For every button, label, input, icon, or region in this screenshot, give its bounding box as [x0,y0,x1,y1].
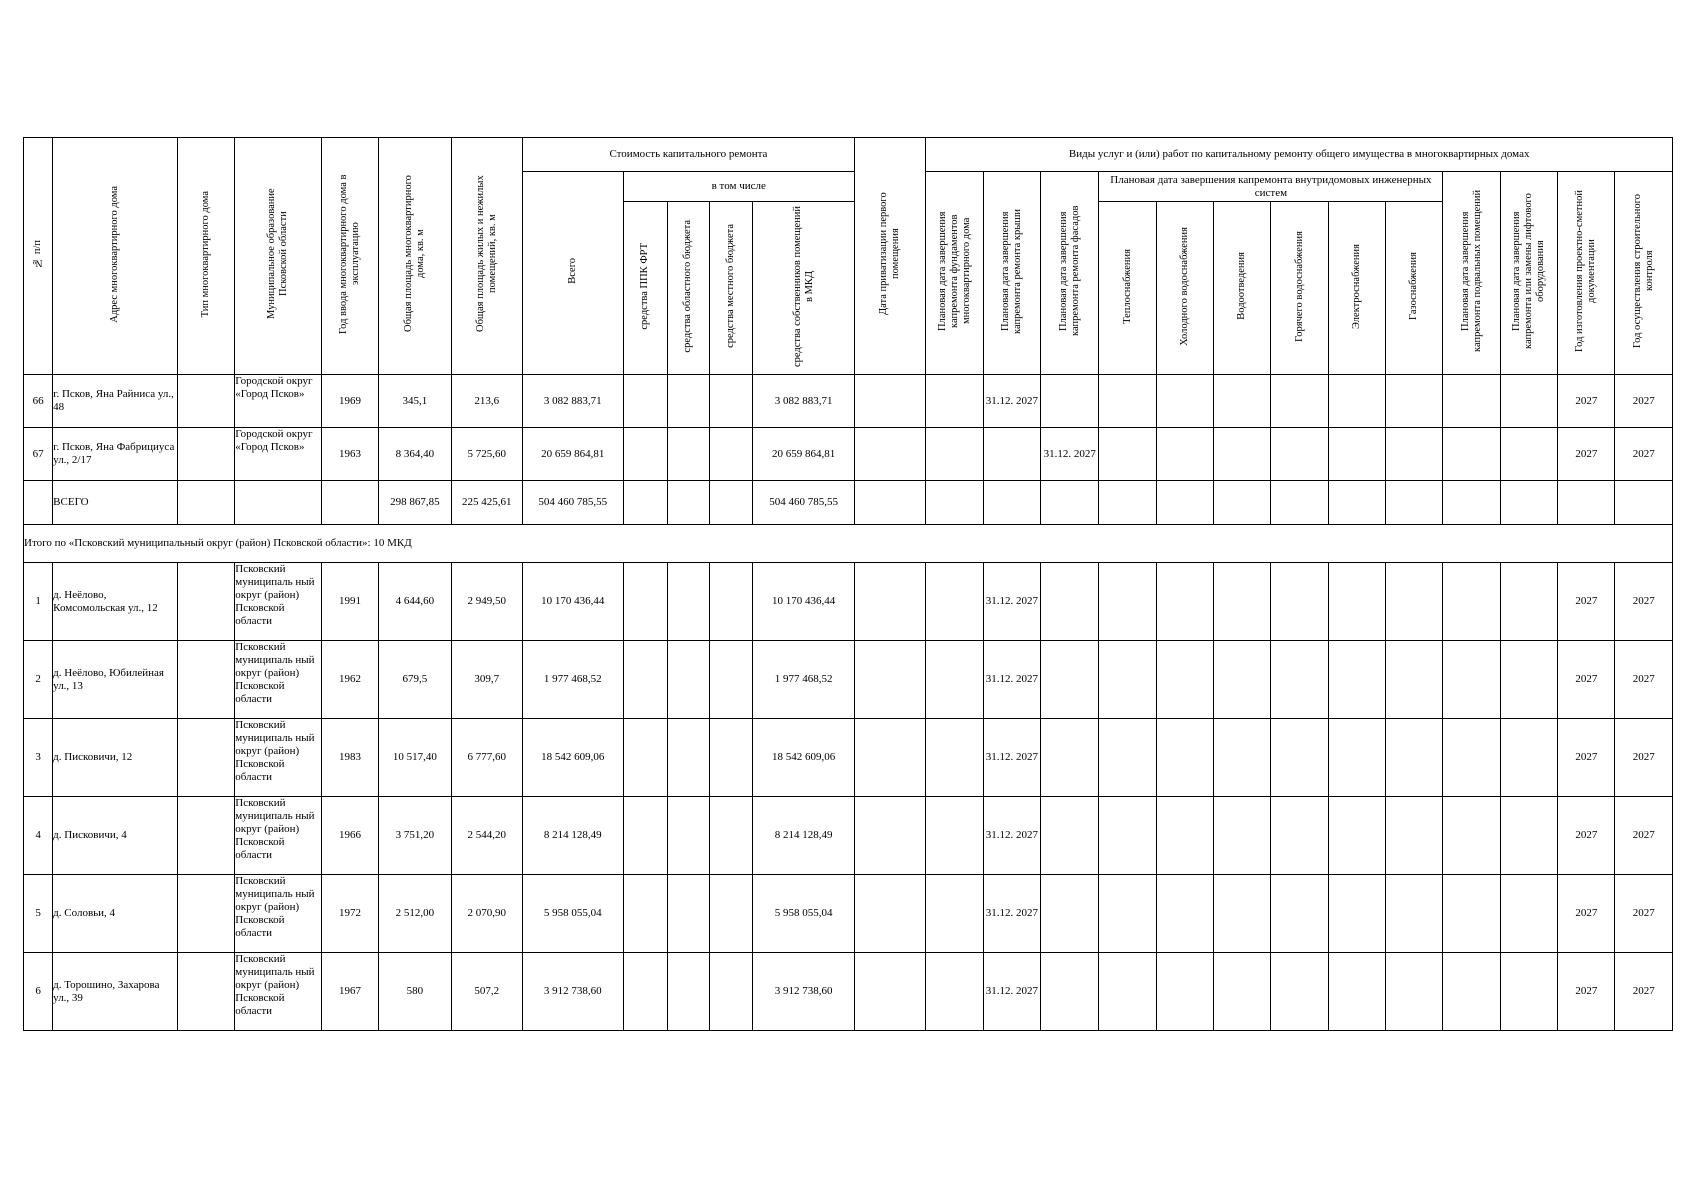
cell-ppk [623,797,667,875]
cell-elec [1328,375,1385,428]
total-cell-mo [235,481,322,525]
cell-control: 2027 [1615,953,1673,1031]
cell-area-premises: 2 070,90 [451,875,522,953]
total-cell-owners: 504 460 785,55 [753,481,855,525]
total-cell-num [24,481,53,525]
cell-privat [854,641,925,719]
header-engineering-group: Плановая дата завершения капремонта внутридомовых инженерных систем [1099,172,1443,202]
cell-sewer [1214,875,1271,953]
total-cell-regional [667,481,709,525]
cell-local [710,641,753,719]
cell-control: 2027 [1615,563,1673,641]
cell-control: 2027 [1615,641,1673,719]
cell-heat [1099,875,1156,953]
header-local: средства местного бюджета [710,202,753,375]
cell-roof: 31.12. 2027 [983,563,1040,641]
cell-roof [983,428,1040,481]
cell-mo: Псковский муниципаль ный округ (район) Псковской области [235,641,322,719]
cell-design: 2027 [1558,953,1615,1031]
cell-ppk [623,641,667,719]
cell-regional [667,428,709,481]
cell-type [177,719,234,797]
cell-owners: 3 082 883,71 [753,375,855,428]
total-cell-area-total: 298 867,85 [379,481,451,525]
cell-num: 5 [24,875,53,953]
cell-num: 67 [24,428,53,481]
header-mo: Муниципальное образование Псковской области [235,138,322,375]
cell-type [177,797,234,875]
header-sewer: Водоотведения [1214,202,1271,375]
cell-local [710,428,753,481]
cell-address: г. Псков, Яна Фабрициуса ул., 2/17 [53,428,178,481]
total-cell-sewer [1214,481,1271,525]
cell-heat [1099,641,1156,719]
total-cell-cost-total: 504 460 785,55 [522,481,623,525]
total-cell-design [1558,481,1615,525]
cell-owners: 1 977 468,52 [753,641,855,719]
table-row [24,563,1673,641]
cell-num: 6 [24,953,53,1031]
cell-cold [1156,719,1213,797]
cell-privat [854,428,925,481]
cell-hot [1271,953,1328,1031]
cell-gas [1386,953,1443,1031]
cell-ppk [623,953,667,1031]
cell-gas [1386,641,1443,719]
cell-mo: Городской округ «Город Псков» [235,428,322,481]
cell-ppk [623,875,667,953]
cell-design: 2027 [1558,797,1615,875]
cell-regional [667,563,709,641]
cell-facade [1041,953,1099,1031]
table-row [24,719,1673,797]
cell-privat [854,953,925,1031]
cell-area-total: 3 751,20 [379,797,451,875]
header-control: Год осуществления строительного контроля [1615,172,1673,375]
cell-roof: 31.12. 2027 [983,875,1040,953]
cell-owners: 3 912 738,60 [753,953,855,1031]
cell-cold [1156,953,1213,1031]
cell-sewer [1214,641,1271,719]
cell-control: 2027 [1615,428,1673,481]
cell-control: 2027 [1615,875,1673,953]
table-row [24,797,1673,875]
total-cell-type [177,481,234,525]
header-works-group: Виды услуг и (или) работ по капитальному ремонту общего имущества в многоквартирных домах [926,138,1673,172]
header-num: № п/п [24,138,53,375]
cell-hot [1271,875,1328,953]
cell-cost-total: 1 977 468,52 [522,641,623,719]
cell-gas [1386,375,1443,428]
cell-elec [1328,875,1385,953]
header-cold-water: Холодного водоснабжения [1156,202,1213,375]
cell-area-total: 10 517,40 [379,719,451,797]
cell-owners: 5 958 055,04 [753,875,855,953]
cell-lift [1500,641,1557,719]
cell-foundation [926,641,983,719]
cell-basement [1443,563,1500,641]
cell-area-total: 345,1 [379,375,451,428]
cell-local [710,563,753,641]
cell-heat [1099,428,1156,481]
header-privatization: Дата приватизации первого помещения [854,138,925,375]
total-cell-facade [1041,481,1099,525]
total-cell-elec [1328,481,1385,525]
cell-design: 2027 [1558,428,1615,481]
cell-type [177,875,234,953]
cell-sewer [1214,953,1271,1031]
cell-address: д. Писковичи, 12 [53,719,178,797]
cell-regional [667,875,709,953]
cell-design: 2027 [1558,375,1615,428]
table-row [24,375,1673,428]
cell-num: 3 [24,719,53,797]
header-heat: Теплоснабжения [1099,202,1156,375]
header-owners: средства собственников помещений в МКД [753,202,855,375]
table-row [24,875,1673,953]
total-cell-address: ВСЕГО [53,481,178,525]
cell-lift [1500,797,1557,875]
cell-basement [1443,797,1500,875]
cell-area-total: 679,5 [379,641,451,719]
cell-gas [1386,719,1443,797]
cell-address: д. Неёлово, Комсомольская ул., 12 [53,563,178,641]
cell-year: 1963 [321,428,378,481]
cell-hot [1271,563,1328,641]
cell-privat [854,563,925,641]
cell-hot [1271,797,1328,875]
cell-privat [854,375,925,428]
cell-area-total: 2 512,00 [379,875,451,953]
cell-local [710,719,753,797]
cell-design: 2027 [1558,563,1615,641]
table-row [24,953,1673,1031]
cell-area-total: 8 364,40 [379,428,451,481]
cell-elec [1328,641,1385,719]
total-cell-local [710,481,753,525]
cell-lift [1500,428,1557,481]
cell-design: 2027 [1558,719,1615,797]
header-ppk: средства ППК ФРТ [623,202,667,375]
total-cell-privat [854,481,925,525]
cell-hot [1271,428,1328,481]
table-body [24,375,1673,1031]
cell-gas [1386,428,1443,481]
total-cell-lift [1500,481,1557,525]
cell-num: 1 [24,563,53,641]
cell-cost-total: 3 082 883,71 [522,375,623,428]
cell-regional [667,375,709,428]
cell-owners: 18 542 609,06 [753,719,855,797]
header-address: Адрес многоквартирного дома [53,138,178,375]
cell-year: 1991 [321,563,378,641]
header-electricity: Электроснабжения [1328,202,1385,375]
cell-owners: 10 170 436,44 [753,563,855,641]
total-cell-heat [1099,481,1156,525]
cell-facade: 31.12. 2027 [1041,428,1099,481]
cell-heat [1099,563,1156,641]
cell-ppk [623,375,667,428]
cell-gas [1386,797,1443,875]
total-cell-ppk [623,481,667,525]
cell-address: д. Соловьи, 4 [53,875,178,953]
cell-cold [1156,563,1213,641]
cell-gas [1386,875,1443,953]
cell-basement [1443,428,1500,481]
cell-regional [667,641,709,719]
cell-local [710,797,753,875]
cell-heat [1099,719,1156,797]
header-area-total: Общая площадь многоквартирного дома, кв. м [379,138,451,375]
cell-cost-total: 10 170 436,44 [522,563,623,641]
cell-owners: 8 214 128,49 [753,797,855,875]
cell-heat [1099,797,1156,875]
total-cell-basement [1443,481,1500,525]
cell-cost-total: 18 542 609,06 [522,719,623,797]
table-row [24,428,1673,481]
cell-cost-total: 5 958 055,04 [522,875,623,953]
cell-cold [1156,428,1213,481]
cell-type [177,641,234,719]
cell-sewer [1214,719,1271,797]
cell-cold [1156,875,1213,953]
cell-foundation [926,953,983,1031]
header-lift: Плановая дата завершения капремонта или замены лифтового оборудования [1500,172,1557,375]
total-cell-foundation [926,481,983,525]
cell-heat [1099,953,1156,1031]
header-roof: Плановая дата завершения капремонта ремонта крыши [983,172,1040,375]
cell-hot [1271,641,1328,719]
cell-year: 1972 [321,875,378,953]
cell-cold [1156,641,1213,719]
cell-area-premises: 2 544,20 [451,797,522,875]
total-cell-hot [1271,481,1328,525]
total-cell-cold [1156,481,1213,525]
cell-foundation [926,428,983,481]
cell-year: 1969 [321,375,378,428]
header-including: в том числе [623,172,854,202]
cell-cost-total: 3 912 738,60 [522,953,623,1031]
cell-address: д. Писковичи, 4 [53,797,178,875]
cell-mo: Псковский муниципаль ный округ (район) Псковской области [235,953,322,1031]
cell-year: 1983 [321,719,378,797]
cell-foundation [926,375,983,428]
section-title: Итого по «Псковский муниципальный округ (район) Псковской области»: 10 МКД [24,525,1673,563]
cell-sewer [1214,563,1271,641]
cell-area-total: 4 644,60 [379,563,451,641]
cell-control: 2027 [1615,719,1673,797]
total-row [24,481,1673,525]
cell-sewer [1214,428,1271,481]
cell-elec [1328,428,1385,481]
cell-type [177,563,234,641]
cell-mo: Псковский муниципаль ный округ (район) Псковской области [235,875,322,953]
cell-area-premises: 213,6 [451,375,522,428]
cell-type [177,953,234,1031]
cell-basement [1443,953,1500,1031]
cell-area-premises: 5 725,60 [451,428,522,481]
cell-cold [1156,797,1213,875]
cell-cost-total: 20 659 864,81 [522,428,623,481]
cell-privat [854,797,925,875]
cell-ppk [623,719,667,797]
cell-area-total: 580 [379,953,451,1031]
cell-facade [1041,563,1099,641]
cell-basement [1443,719,1500,797]
cell-privat [854,875,925,953]
cell-elec [1328,563,1385,641]
table-header [24,138,1673,375]
cell-type [177,428,234,481]
cell-regional [667,953,709,1031]
cell-owners: 20 659 864,81 [753,428,855,481]
cell-hot [1271,719,1328,797]
cell-lift [1500,719,1557,797]
cell-facade [1041,375,1099,428]
cell-area-premises: 6 777,60 [451,719,522,797]
cell-gas [1386,563,1443,641]
cell-control: 2027 [1615,375,1673,428]
cell-facade [1041,797,1099,875]
cell-basement [1443,875,1500,953]
cell-ppk [623,428,667,481]
cell-year: 1962 [321,641,378,719]
cell-sewer [1214,375,1271,428]
cell-elec [1328,797,1385,875]
cell-foundation [926,797,983,875]
cell-control: 2027 [1615,797,1673,875]
cell-roof: 31.12. 2027 [983,375,1040,428]
cell-lift [1500,375,1557,428]
cell-area-premises: 507,2 [451,953,522,1031]
total-cell-year [321,481,378,525]
header-facade: Плановая дата завершения капремонта ремонта фасадов [1041,172,1099,375]
header-type: Тип многоквартирного дома [177,138,234,375]
cell-address: д. Торошино, Захарова ул., 39 [53,953,178,1031]
cell-facade [1041,641,1099,719]
total-cell-gas [1386,481,1443,525]
cell-mo: Псковский муниципаль ный округ (район) Псковской области [235,563,322,641]
cell-sewer [1214,797,1271,875]
header-cost-total: Всего [522,172,623,375]
header-design: Год изготовления проектно-сметной документации [1558,172,1615,375]
total-cell-roof [983,481,1040,525]
cell-year: 1967 [321,953,378,1031]
cell-roof: 31.12. 2027 [983,719,1040,797]
cell-lift [1500,563,1557,641]
cell-roof: 31.12. 2027 [983,953,1040,1031]
total-cell-control [1615,481,1673,525]
cell-year: 1966 [321,797,378,875]
cell-num: 4 [24,797,53,875]
cell-num: 2 [24,641,53,719]
header-year: Год ввода многоквартирного дома в эксплуатацию [321,138,378,375]
header-regional: средства областного бюджета [667,202,709,375]
cell-cost-total: 8 214 128,49 [522,797,623,875]
cell-facade [1041,875,1099,953]
cell-area-premises: 309,7 [451,641,522,719]
cell-cold [1156,375,1213,428]
cell-lift [1500,875,1557,953]
cell-mo: Городской округ «Город Псков» [235,375,322,428]
cell-area-premises: 2 949,50 [451,563,522,641]
header-cost-group: Стоимость капитального ремонта [522,138,854,172]
header-foundation: Плановая дата завершения капремонта фундаментов многоквартирного дома [926,172,983,375]
total-cell-area-premises: 225 425,61 [451,481,522,525]
cell-foundation [926,875,983,953]
header-area-premises: Общая площадь жилых и нежилых помещений, кв. м [451,138,522,375]
header-gas: Газоснабжения [1386,202,1443,375]
cell-local [710,953,753,1031]
header-basement: Плановая дата завершения капремонта подвальных помещений [1443,172,1500,375]
cell-hot [1271,375,1328,428]
cell-num: 66 [24,375,53,428]
cell-regional [667,719,709,797]
cell-design: 2027 [1558,641,1615,719]
cell-foundation [926,719,983,797]
cell-ppk [623,563,667,641]
cell-lift [1500,953,1557,1031]
cell-address: г. Псков, Яна Райниса ул., 48 [53,375,178,428]
cell-elec [1328,719,1385,797]
cell-local [710,375,753,428]
cell-mo: Псковский муниципаль ный округ (район) Псковской области [235,797,322,875]
cell-elec [1328,953,1385,1031]
cell-address: д. Неёлово, Юбилейная ул., 13 [53,641,178,719]
cell-design: 2027 [1558,875,1615,953]
cell-basement [1443,641,1500,719]
cell-basement [1443,375,1500,428]
cell-roof: 31.12. 2027 [983,641,1040,719]
section-row [24,525,1673,563]
cell-heat [1099,375,1156,428]
cell-facade [1041,719,1099,797]
cell-local [710,875,753,953]
cell-roof: 31.12. 2027 [983,797,1040,875]
capital-repair-table [23,137,1673,1031]
cell-mo: Псковский муниципаль ный округ (район) Псковской области [235,719,322,797]
table-row [24,641,1673,719]
cell-foundation [926,563,983,641]
cell-type [177,375,234,428]
cell-privat [854,719,925,797]
header-hot-water: Горячего водоснабжения [1271,202,1328,375]
cell-regional [667,797,709,875]
